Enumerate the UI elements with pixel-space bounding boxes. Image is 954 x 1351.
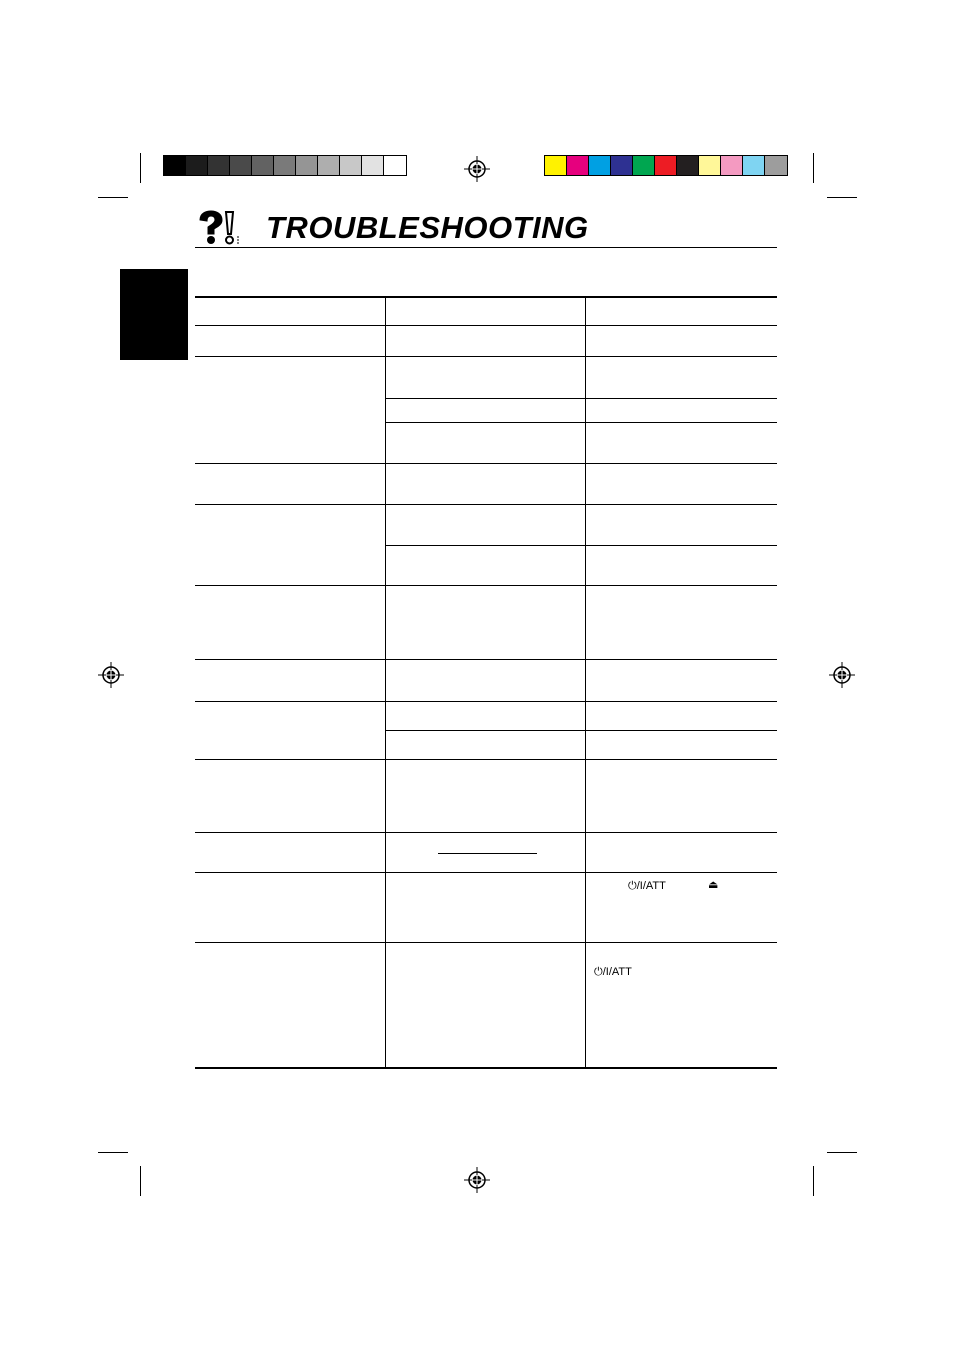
page-title: TROUBLESHOOTING (266, 210, 589, 245)
calibration-swatch (340, 156, 362, 175)
crop-mark (140, 153, 141, 183)
registration-target-icon (98, 662, 124, 688)
question-exclamation-icon (196, 210, 246, 248)
registration-target-icon (829, 662, 855, 688)
crop-mark (813, 153, 814, 183)
registration-target-icon (464, 156, 490, 182)
calibration-swatch (545, 156, 567, 175)
calibration-swatch (633, 156, 655, 175)
calibration-swatch (655, 156, 677, 175)
calibration-swatch (721, 156, 743, 175)
row-subdivider (385, 398, 777, 399)
column-divider (385, 298, 386, 1067)
registration-target-icon (464, 1167, 490, 1193)
power-att-button-label: ⏻/I/ATT (628, 880, 666, 892)
calibration-swatch (743, 156, 765, 175)
eject-icon: ⏏ (708, 879, 719, 891)
row-divider (195, 585, 777, 586)
color-calibration-bar (544, 155, 788, 176)
crop-mark (98, 197, 128, 198)
calibration-swatch (699, 156, 721, 175)
calibration-swatch (567, 156, 589, 175)
language-side-tab (120, 269, 188, 360)
grayscale-calibration-bar (163, 155, 407, 176)
crop-mark (827, 1152, 857, 1153)
calibration-swatch (164, 156, 186, 175)
calibration-swatch (318, 156, 340, 175)
row-divider (195, 463, 777, 464)
row-divider (195, 356, 777, 357)
calibration-swatch (362, 156, 384, 175)
calibration-swatch (384, 156, 406, 175)
calibration-swatch (765, 156, 787, 175)
row-divider (195, 759, 777, 760)
power-att-button-label: ⏻/I/ATT (594, 966, 632, 978)
calibration-swatch (252, 156, 274, 175)
calibration-swatch (296, 156, 318, 175)
column-divider (585, 298, 586, 1067)
row-divider (195, 942, 777, 943)
calibration-swatch (274, 156, 296, 175)
title-divider (195, 247, 777, 248)
row-divider (195, 701, 777, 702)
row-divider (195, 504, 777, 505)
calibration-swatch (589, 156, 611, 175)
calibration-swatch (677, 156, 699, 175)
crop-mark (98, 1152, 128, 1153)
calibration-swatch (611, 156, 633, 175)
row-divider (195, 325, 777, 326)
row-subdivider (385, 730, 777, 731)
calibration-swatch (186, 156, 208, 175)
row-subdivider (385, 545, 777, 546)
calibration-swatch (208, 156, 230, 175)
text-underline (438, 853, 537, 854)
calibration-swatch (230, 156, 252, 175)
crop-mark (827, 197, 857, 198)
troubleshooting-table (195, 296, 777, 1069)
row-subdivider (385, 422, 777, 423)
row-divider (195, 872, 777, 873)
row-divider (195, 659, 777, 660)
row-divider (195, 832, 777, 833)
crop-mark (813, 1166, 814, 1196)
crop-mark (140, 1166, 141, 1196)
